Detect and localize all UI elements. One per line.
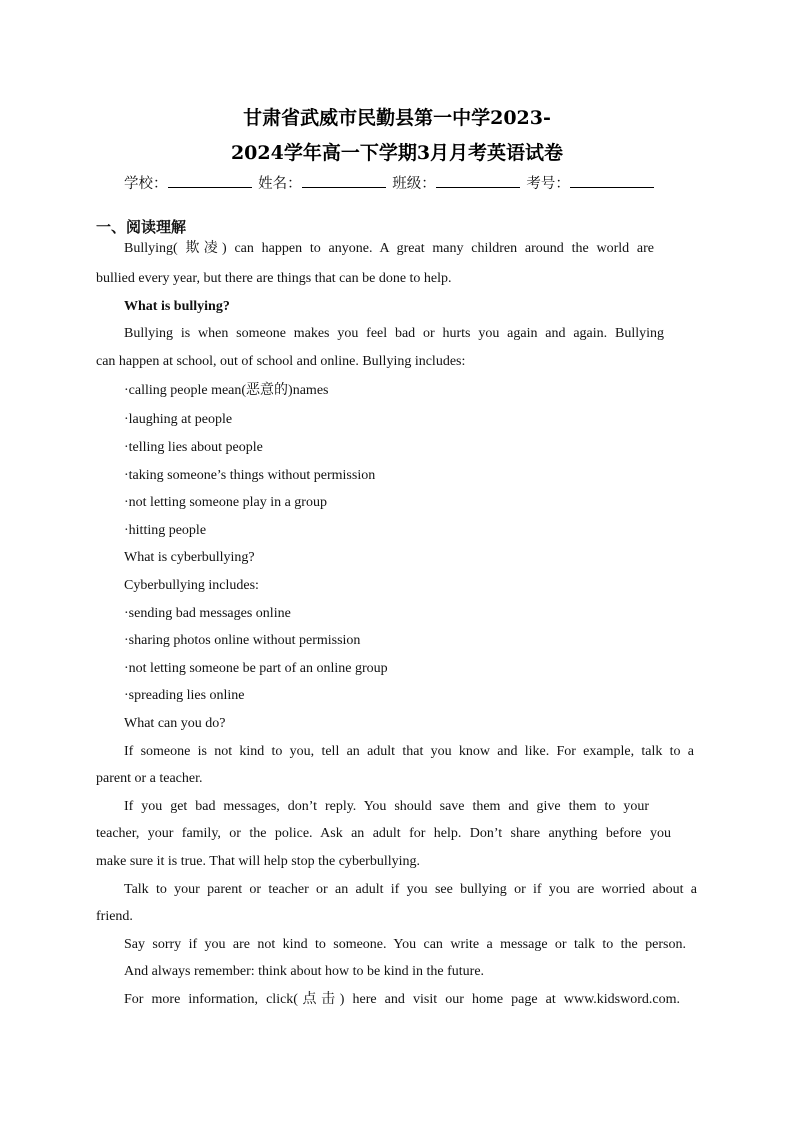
passage-line: Say sorry if you are not kind to someone. You can write a message or talk to the person. — [124, 937, 686, 952]
class-label: 班级： — [392, 176, 436, 192]
subheading: What is bullying? — [124, 299, 230, 314]
passage-line: friend. — [96, 909, 133, 924]
subheading: What can you do? — [124, 716, 226, 731]
name-label: 姓名： — [258, 176, 302, 192]
list-item: ·not letting someone be part of an online group — [124, 661, 388, 676]
passage-line: Cyberbullying includes: — [124, 578, 259, 593]
passage-line: teacher, your family, or the police. Ask an adult for help. Don’t share anything before you — [96, 826, 671, 841]
list-item: ·telling lies about people — [124, 440, 263, 455]
exam-number-blank — [570, 175, 654, 188]
passage-line: make sure it is true. That will help stop the cyberbullying. — [96, 854, 421, 869]
school-blank — [168, 175, 252, 188]
passage-line: Bullying is when someone makes you feel bad or hurts you again and again. Bullying — [124, 326, 664, 341]
list-item: ·spreading lies online — [124, 688, 245, 703]
student-info-row — [124, 172, 684, 193]
list-item: ·not letting someone play in a group — [124, 495, 327, 510]
passage-line: For more information, click(点击) here and visit our home page at www.kidsword.com. — [124, 992, 680, 1007]
list-item: ·calling people mean(恶意的)names — [124, 383, 329, 398]
passage-line: parent or a teacher. — [96, 771, 203, 786]
passage-line: If you get bad messages, don’t reply. You should save them and give them to your — [124, 799, 649, 814]
passage-line: bullied every year, but there are things that can be done to help. — [96, 271, 452, 286]
list-item: ·taking someone’s things without permission — [124, 468, 376, 483]
list-item: ·sharing photos online without permission — [124, 633, 361, 648]
passage-line: Talk to your parent or teacher or an adult if you see bullying or if you are worried about a — [124, 882, 697, 897]
section-heading: 一、阅读理解 — [96, 218, 187, 236]
exam-title-line1: 甘肃省武威市民勤县第一中学2023- — [243, 107, 551, 129]
exam-number-label: 考号： — [526, 176, 570, 192]
exam-title-line2: 2024学年高一下学期3月月考英语试卷 — [230, 142, 564, 164]
passage-line: If someone is not kind to you, tell an adult that you know and like. For example, talk to a — [124, 744, 694, 759]
list-item: ·sending bad messages online — [124, 606, 291, 621]
name-blank — [302, 175, 386, 188]
passage-line: Bullying( 欺凌) can happen to anyone. A great many children around the world are — [124, 241, 654, 256]
passage-line: And always remember: think about how to be kind in the future. — [124, 964, 485, 979]
list-item: ·laughing at people — [124, 412, 233, 427]
class-blank — [436, 175, 520, 188]
list-item: ·hitting people — [124, 523, 207, 538]
subheading: What is cyberbullying? — [124, 550, 255, 565]
passage-line: can happen at school, out of school and online. Bullying includes: — [96, 354, 466, 369]
school-label: 学校： — [124, 176, 168, 192]
